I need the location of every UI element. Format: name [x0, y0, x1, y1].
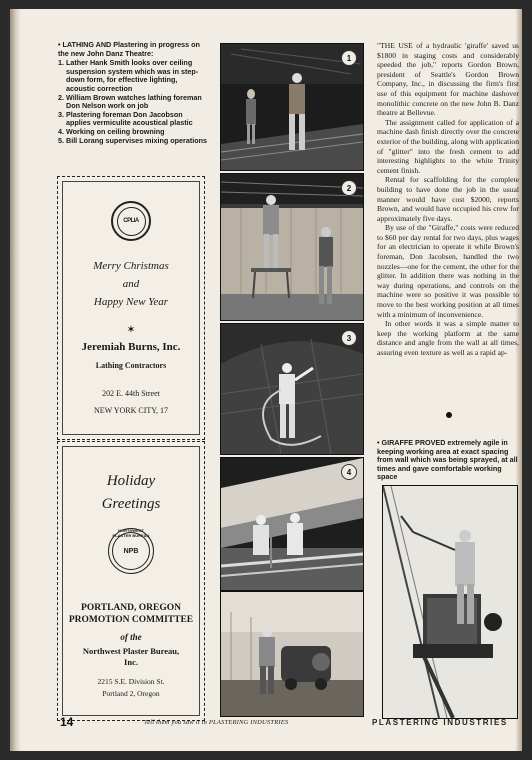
captions-list	[58, 59, 208, 145]
photo-5	[220, 591, 364, 717]
cplia-logo-text: CPLIA	[117, 207, 146, 236]
article-paragraph: The assignment called for application of a machine dash finish directly over the concrete exterior of the building, along with application of "glitter" into the fresh cement to add interesting highlights to the white Trinity cement finish.	[377, 117, 519, 175]
holiday-greeting	[58, 470, 204, 516]
giraffe-photo	[382, 485, 518, 719]
logo-ring-text: NORTHWEST PLASTER BUREAU	[112, 528, 150, 538]
photo-number-badge: 1	[341, 50, 357, 66]
firm-description: Lathing Contractors	[95, 361, 167, 370]
magazine-page	[10, 9, 522, 751]
photo-number-badge: 5	[347, 600, 353, 610]
caption-number: 2.	[58, 92, 64, 102]
caption-number: 3.	[58, 109, 64, 119]
firm-address-city: NEW YORK CITY, 17	[93, 406, 169, 415]
section-divider-dot	[446, 412, 452, 418]
photo-2-image	[221, 174, 363, 320]
photo-4-image	[221, 458, 363, 590]
photo-3	[220, 323, 364, 455]
greeting-line: Merry Christmas	[93, 260, 169, 272]
giraffe-caption: • GIRAFFE PROVED extremely agile in keeping working area at exact spacing from wall which was being sprayed, at all times and gave comfortable working space	[377, 438, 518, 482]
greeting-line: and	[122, 278, 140, 290]
photo-5-image	[221, 592, 363, 716]
caption-item	[58, 111, 208, 128]
greeting-line: Happy New Year	[93, 296, 169, 308]
firm-name: Jeremiah Burns, Inc.	[81, 341, 181, 353]
caption-text: Plastering foreman Don Jacobson applies vermiculite acoustical plastic	[66, 109, 193, 128]
caption-item	[58, 94, 208, 111]
article-paragraph: Rental for scaffolding for the complete building to have done the job in the usual manner would have cost $2000, reports Brown, and would have occupied his crew for approximately five days.	[377, 175, 519, 223]
logo-center-text: NPB	[112, 532, 150, 570]
caption-item	[58, 59, 208, 93]
of-the-text: of the	[120, 632, 142, 642]
holiday-greeting	[58, 257, 204, 311]
page-number: 14	[60, 715, 74, 729]
magazine-name: PLASTERING INDUSTRIES	[372, 718, 508, 727]
caption-number: 1.	[58, 58, 64, 68]
caption-text: Working on ceiling browning	[66, 126, 165, 136]
photo-4	[220, 457, 364, 591]
bureau-name	[58, 646, 204, 668]
npb-logo-icon	[108, 528, 154, 574]
firm-address-street: 202 E. 44th Street	[102, 389, 160, 398]
jeremiah-burns-ad	[57, 176, 205, 440]
photo-2	[220, 173, 364, 321]
caption-text: Lather Hank Smith looks over ceiling suspension system which was in step-down form, for effective lighting, acoustic correction	[66, 58, 199, 93]
page-binding	[10, 9, 20, 751]
footer-tagline: Tell them you saw it in PLASTERING INDUSTRIES	[144, 719, 289, 726]
photo-1	[220, 43, 364, 171]
caption-number: 4.	[58, 126, 64, 136]
photo-number-badge: 2	[341, 180, 357, 196]
article-paragraph: By use of the "Giraffe," costs were reduced to $60 per day rental for two days, plus wages for an electrician to operate it while Brown's foreman, Don Jacobsen, handled the two nozzles—one for the cement, the other for the glitter. In addition there was nothing in the way during operations, and controls on the machine were so positive it was possible to move to the best working position at all times with a minimum of inconvenience.	[377, 223, 519, 319]
bureau-line: Inc.	[124, 657, 138, 667]
committee-name	[58, 602, 204, 626]
address-line: Portland 2, Oregon	[102, 689, 160, 698]
greeting-line: Holiday	[106, 473, 156, 489]
article-paragraph: "THE USE of a hydraulic 'giraffe' saved us $1800 in staging costs and considerably speeded the job," reports Gordon Brown, president of Seattle's Gordon Brown Company, Inc., in discussing the firm's first use of this equipment for machine dashover monolithic concrete on the new John B. Danz theatre at Bellevue.	[377, 41, 519, 118]
captions-intro: • LATHING AND Plastering in progress on the new John Danz Theatre:	[58, 40, 200, 58]
caption-number: 5.	[58, 135, 64, 145]
committee-line: PROMOTION COMMITTEE	[68, 615, 194, 625]
caption-text: William Brown watches lathing foreman Don Nelson work on job	[66, 92, 202, 111]
photo-number-badge: 3	[341, 330, 357, 346]
article-body	[377, 41, 519, 358]
star-icon: ✶	[126, 324, 136, 336]
giraffe-photo-image	[383, 486, 517, 718]
address-line: 2215 S.E. Division St.	[97, 677, 165, 686]
caption-item	[58, 137, 208, 146]
greeting-line: Greetings	[101, 496, 161, 512]
photo-captions	[58, 41, 208, 145]
cplia-logo-icon	[111, 201, 151, 241]
committee-line: PORTLAND, OREGON	[81, 603, 181, 613]
caption-text: Bill Lorang supervises mixing operations	[66, 135, 207, 145]
photo-number-badge: 4	[341, 464, 357, 480]
article-paragraph: In other words it was a simple matter to keep the working platform at the same distance and angle from the wall at all times, assuring even texture as well as a rapid ap-	[377, 319, 519, 357]
bureau-address	[58, 676, 204, 700]
bureau-line: Northwest Plaster Bureau,	[82, 646, 180, 656]
northwest-plaster-bureau-ad	[57, 441, 205, 721]
photo-3-image	[221, 324, 363, 454]
